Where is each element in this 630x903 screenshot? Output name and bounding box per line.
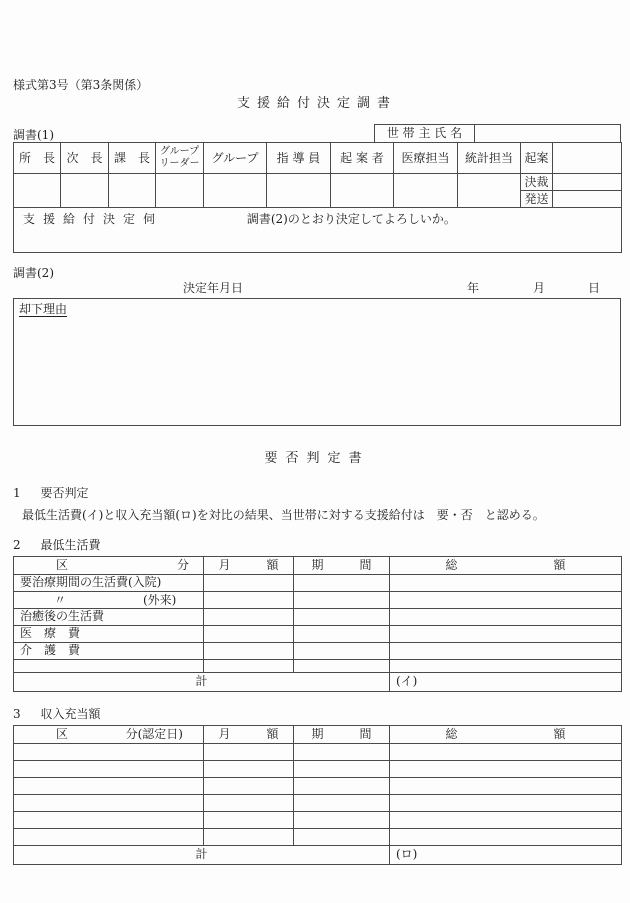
column-header-director: 所 長 (14, 143, 61, 174)
value-cell (294, 794, 390, 811)
monthly-amount-column-header: 月 額 (204, 725, 294, 743)
value-cell (390, 777, 622, 794)
total-code-ro: (ロ) (390, 845, 622, 864)
value-cell (204, 608, 294, 625)
stage-date-cell (553, 143, 622, 174)
row-label-inpatient: 要治療期間の生活費(入院) (14, 574, 204, 591)
section-heading: 収入充当額 (40, 706, 101, 721)
value-cell (294, 760, 390, 777)
seal-cell (61, 174, 109, 208)
stage-label-decision: 決裁 (521, 174, 553, 191)
value-cell (390, 794, 622, 811)
section-necessity-heading (13, 486, 621, 501)
household-head-value-cell (475, 125, 621, 143)
total-amount-column-header: 総 額 (390, 556, 622, 574)
period-column-header: 期 間 (294, 725, 390, 743)
value-cell (14, 760, 204, 777)
record1-label: 調書(1) (13, 128, 54, 143)
value-cell (204, 794, 294, 811)
column-header-medical-staff: 医療担当 (394, 143, 458, 174)
value-cell (294, 608, 390, 625)
value-cell (390, 811, 622, 828)
stage-date-cell (553, 174, 622, 191)
seal-cell (204, 174, 267, 208)
column-header-drafter: 起 案 者 (331, 143, 394, 174)
seal-cell (109, 174, 156, 208)
column-header-deputy-director: 次 長 (61, 143, 109, 174)
section-minimum-living-cost-heading (13, 538, 621, 553)
value-cell (204, 828, 294, 845)
request-title: 支援給付決定伺 (23, 212, 164, 227)
value-cell (294, 828, 390, 845)
value-cell (294, 625, 390, 642)
seal-cell (156, 174, 204, 208)
page-title: 支援給付決定調書 (236, 96, 397, 111)
category-header-right: 分 (176, 557, 189, 572)
year-label: 年 (467, 281, 480, 296)
value-cell (390, 591, 622, 608)
column-header-group-leader: グループリーダー (156, 143, 204, 174)
column-header-statistics-staff: 統計担当 (458, 143, 521, 174)
value-cell (204, 760, 294, 777)
necessity-statement: 最低生活費(イ)と収入充当額(ロ)を対比の結果、当世帯に対する支援給付は 要・否 と認める。 (22, 507, 545, 522)
day-label: 日 (588, 281, 601, 296)
value-cell (390, 828, 622, 845)
total-label: 計 (14, 845, 390, 864)
value-cell (390, 625, 622, 642)
seal-cell (267, 174, 331, 208)
total-label: 計 (14, 672, 390, 691)
value-cell (204, 659, 294, 672)
value-cell (14, 794, 204, 811)
request-question: 調書(2)のとおり決定してよろしいか。 (246, 212, 456, 227)
rejection-reason-box (13, 298, 621, 426)
section-number: 1 (13, 485, 21, 500)
value-cell (204, 574, 294, 591)
row-label-outpatient (14, 591, 204, 608)
value-cell (390, 659, 622, 672)
value-cell (294, 574, 390, 591)
row-label-medical-cost: 医 療 費 (14, 625, 204, 642)
value-cell (294, 642, 390, 659)
total-amount-column-header: 総 額 (390, 725, 622, 743)
section-number: 3 (13, 706, 21, 721)
record2-label: 調書(2) (13, 266, 54, 281)
value-cell (14, 743, 204, 760)
value-cell (14, 777, 204, 794)
value-cell (390, 642, 622, 659)
stage-label-dispatch: 発送 (521, 191, 553, 208)
column-header-group: グループ (204, 143, 267, 174)
seal-cell (458, 174, 521, 208)
period-column-header: 期 間 (294, 556, 390, 574)
seal-cell (14, 174, 61, 208)
outpatient-label: (外来) (143, 592, 177, 607)
stage-date-cell (553, 191, 622, 208)
value-cell (14, 828, 204, 845)
approval-table (13, 142, 622, 253)
decision-date-label: 決定年月日 (183, 281, 244, 296)
category-header-left: 区 (56, 726, 69, 741)
value-cell (204, 777, 294, 794)
category-column-header (14, 725, 204, 743)
value-cell (204, 811, 294, 828)
form-number: 様式第3号（第3条関係） (13, 78, 149, 92)
minimum-living-cost-table (13, 556, 622, 692)
value-cell (294, 743, 390, 760)
total-code-i: (イ) (390, 672, 622, 691)
value-cell (204, 743, 294, 760)
value-cell (390, 760, 622, 777)
value-cell (14, 659, 204, 672)
request-row (14, 208, 622, 253)
section-heading: 最低生活費 (40, 537, 101, 552)
section-income-heading (13, 707, 621, 722)
value-cell (390, 574, 622, 591)
section-heading: 要否判定 (40, 485, 89, 500)
column-header-section-chief: 課 長 (109, 143, 156, 174)
seal-cell (331, 174, 394, 208)
value-cell (390, 608, 622, 625)
value-cell (204, 642, 294, 659)
decision-date-row (13, 281, 621, 297)
value-cell (294, 659, 390, 672)
value-cell (204, 625, 294, 642)
section-number: 2 (13, 537, 21, 552)
judgement-title: 要否判定書 (264, 451, 370, 467)
household-head-label: 世 帯 主 氏 名 (375, 125, 475, 143)
value-cell (14, 811, 204, 828)
household-head-strip (374, 124, 621, 143)
category-column-header (14, 556, 204, 574)
value-cell (294, 591, 390, 608)
value-cell (390, 743, 622, 760)
month-label: 月 (533, 281, 546, 296)
value-cell (294, 811, 390, 828)
record1-header-row (13, 125, 621, 143)
seal-cell (394, 174, 458, 208)
row-label-care-cost: 介 護 費 (14, 642, 204, 659)
ditto-mark: 〃 (54, 592, 67, 607)
value-cell (294, 777, 390, 794)
category-header-right: 分(認定日) (125, 726, 183, 741)
row-label-after-cure: 治癒後の生活費 (14, 608, 204, 625)
column-header-instructor: 指 導 員 (267, 143, 331, 174)
stage-label-draft: 起案 (521, 143, 553, 174)
rejection-reason-label: 却下理由 (19, 302, 68, 317)
value-cell (204, 591, 294, 608)
category-header-left: 区 (56, 557, 69, 572)
monthly-amount-column-header: 月 額 (204, 556, 294, 574)
income-table (13, 725, 622, 865)
